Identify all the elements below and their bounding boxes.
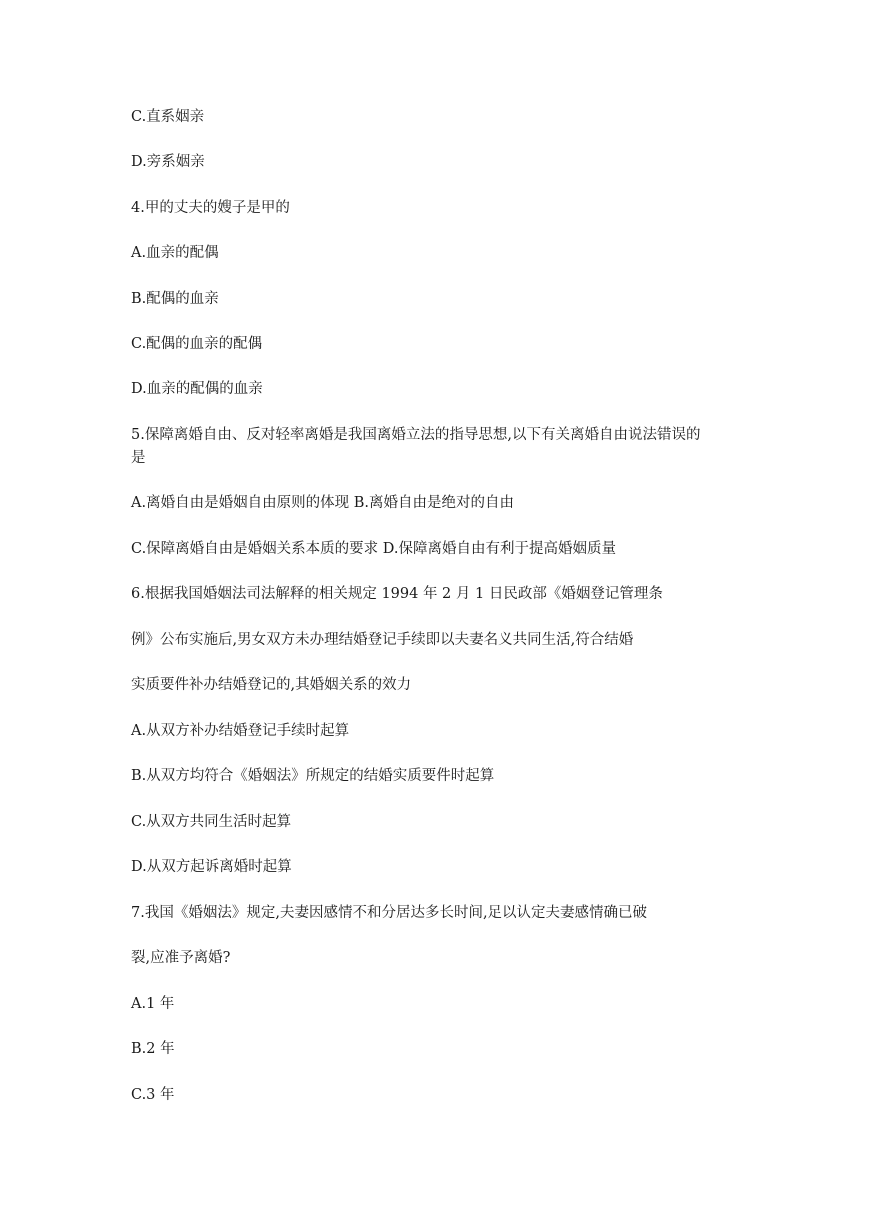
option-6b: B.从双方均符合《婚姻法》所规定的结婚实质要件时起算 xyxy=(131,768,495,784)
option-4a: A.血亲的配偶 xyxy=(131,245,219,261)
question-6-cont-1: 例》公布实施后,男女双方未办理结婚登记手续即以夫妻名义共同生活,符合结婚 xyxy=(131,632,634,648)
option-6d: D.从双方起诉离婚时起算 xyxy=(131,859,292,875)
option-6a: A.从双方补办结婚登记手续时起算 xyxy=(131,723,350,739)
question-7: 7.我国《婚姻法》规定,夫妻因感情不和分居达多长时间,足以认定夫妻感情确已破 xyxy=(131,905,648,921)
option-3c: C.直系姻亲 xyxy=(131,109,205,125)
question-4: 4.甲的丈夫的嫂子是甲的 xyxy=(131,200,290,216)
options-5cd: C.保障离婚自由是婚姻关系本质的要求 D.保障离婚自由有利于提高婚姻质量 xyxy=(131,541,617,557)
question-5: 5.保障离婚自由、反对轻率离婚是我国离婚立法的指导思想,以下有关离婚自由说法错误的 xyxy=(131,427,701,443)
option-4b: B.配偶的血亲 xyxy=(131,291,219,307)
question-6: 6.根据我国婚姻法司法解释的相关规定 1994 年 2 月 1 日民政部《婚姻登记管理条 xyxy=(131,586,663,602)
option-4c: C.配偶的血亲的配偶 xyxy=(131,336,263,352)
option-4d: D.血亲的配偶的血亲 xyxy=(131,381,263,397)
option-3d: D.旁系姻亲 xyxy=(131,154,205,170)
question-6-cont-2: 实质要件补办结婚登记的,其婚姻关系的效力 xyxy=(131,677,412,693)
option-7c: C.3 年 xyxy=(131,1087,175,1103)
option-7b: B.2 年 xyxy=(131,1041,175,1057)
options-5ab: A.离婚自由是婚姻自由原则的体现 B.离婚自由是绝对的自由 xyxy=(131,495,514,511)
question-5-cont: 是 xyxy=(131,450,146,466)
option-7a: A.1 年 xyxy=(131,996,175,1012)
option-6c: C.从双方共同生活时起算 xyxy=(131,814,292,830)
question-7-cont: 裂,应准予离婚? xyxy=(131,950,231,966)
